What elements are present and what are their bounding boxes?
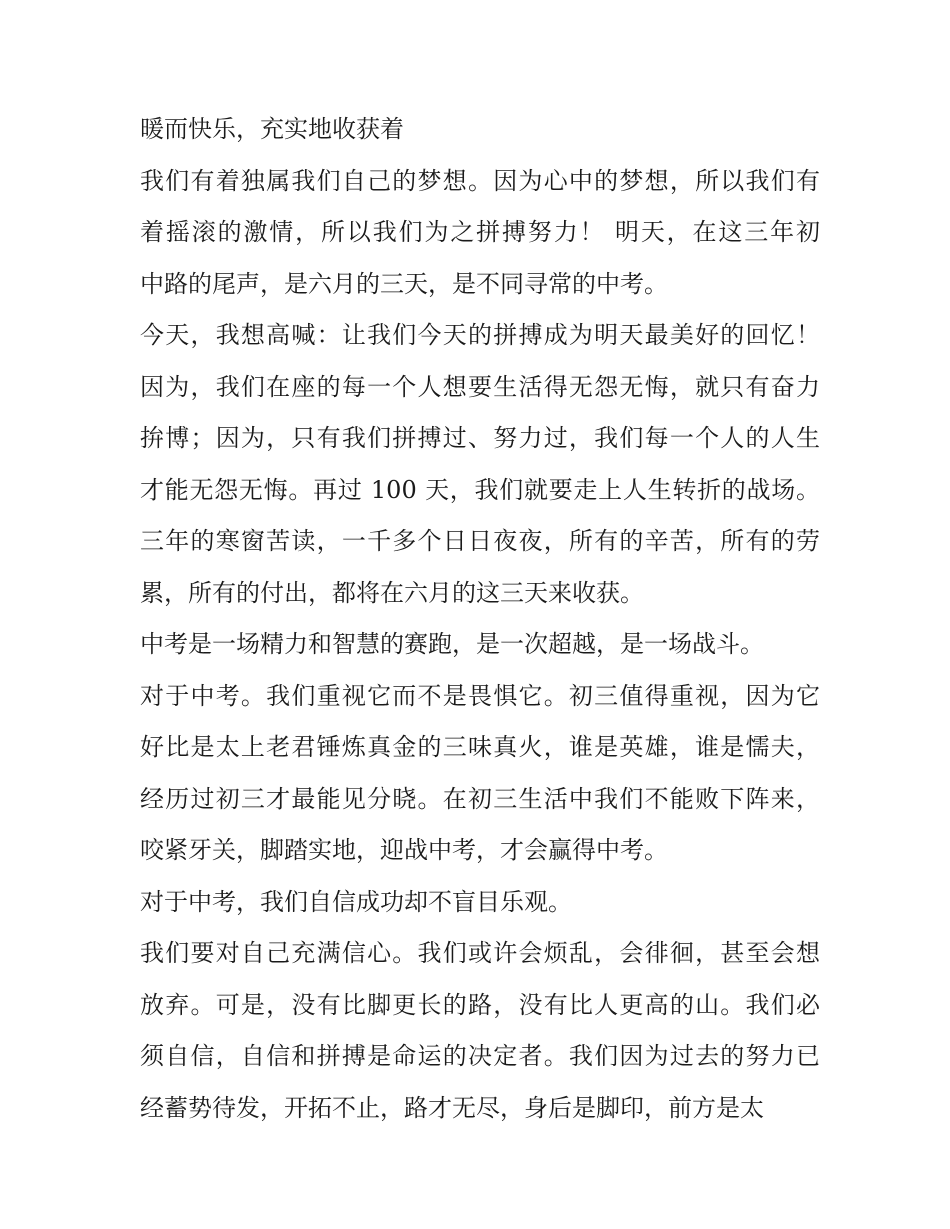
document-body	[140, 110, 820, 1140]
text-line: 我们有着独属我们自己的梦想。因为心中的梦想，所以我们有	[140, 166, 820, 195]
text-line: 经蓄势待发，开拓不止，路才无尽，身后是脚印，前方是太	[140, 1093, 764, 1122]
text-line: 对于中考。我们重视它而不是畏惧它。初三值得重视，因为它	[140, 681, 820, 710]
text-line: 因为，我们在座的每一个人想要生活得无怨无悔，就只有奋力	[140, 372, 820, 401]
text-line: 中考是一场精力和智慧的赛跑，是一次超越，是一场战斗。	[140, 630, 764, 658]
text-line: 今天，我想高喊：让我们今天的拼搏成为明天最美好的回忆！	[140, 321, 820, 349]
text-line: 累，所有的付出，都将在六月的这三天来收获。	[140, 578, 644, 607]
text-line: 中路的尾声，是六月的三天，是不同寻常的中考。	[140, 269, 668, 298]
text-line: 好比是太上老君锤炼真金的三味真火，谁是英雄，谁是懦夫，	[140, 733, 820, 761]
text-line: 我们要对自己充满信心。我们或许会烦乱，会徘徊，甚至会想	[140, 939, 820, 967]
text-line: 暖而快乐，充实地收获着	[140, 115, 404, 143]
text-line: 咬紧牙关，脚踏实地，迎战中考，才会赢得中考。	[140, 836, 668, 864]
text-line: 放弃。可是，没有比脚更长的路，没有比人更高的山。我们必	[140, 990, 820, 1019]
text-line: 拚博；因为，只有我们拼搏过、努力过，我们每一个人的人生	[140, 424, 820, 452]
text-line: 对于中考，我们自信成功却不盲目乐观。	[140, 887, 572, 916]
text-line: 三年的寒窗苦读，一千多个日日夜夜，所有的辛苦，所有的劳	[140, 527, 820, 555]
text-line: 才能无怨无悔。再过 100 天，我们就要走上人生转折的战场。	[140, 475, 820, 504]
text-line: 经历过初三才最能见分晓。在初三生活中我们不能败下阵来，	[140, 784, 820, 813]
text-line: 着摇滚的激情，所以我们为之拼搏努力！ 明天，在这三年初	[140, 218, 820, 246]
text-line: 须自信，自信和拼搏是命运的决定者。我们因为过去的努力已	[140, 1042, 820, 1070]
